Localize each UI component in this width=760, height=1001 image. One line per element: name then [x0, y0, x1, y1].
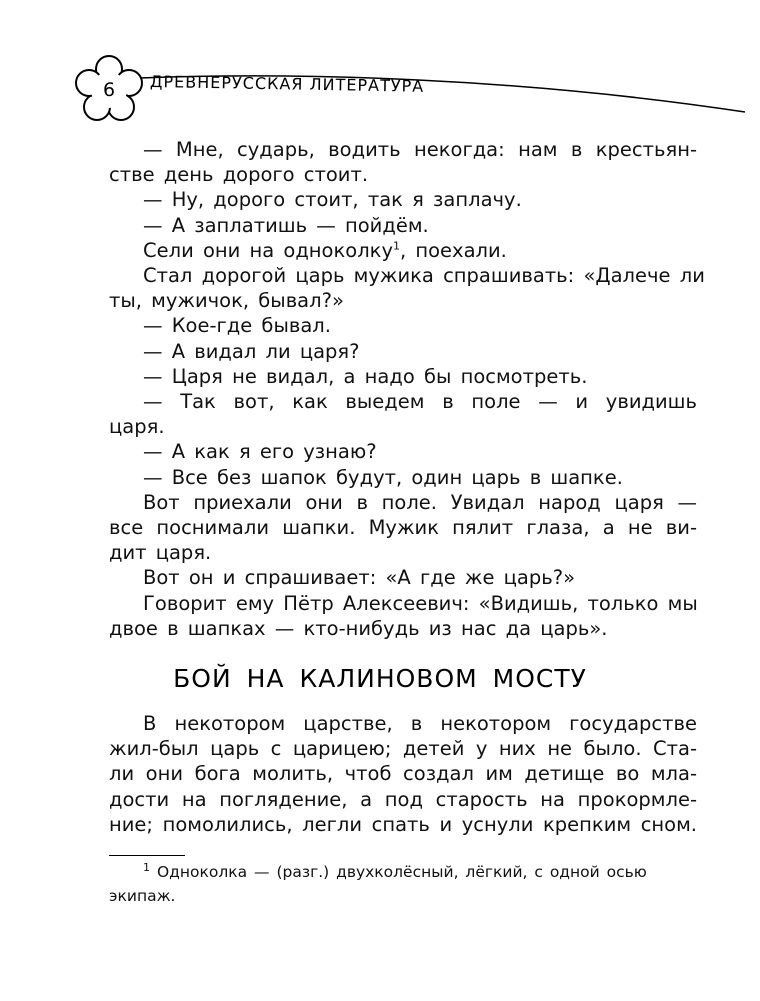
text-line: — Царя не видал, а надо бы посмотреть. [143, 364, 588, 388]
text-line: Говорит ему Пётр Алексеевич: «Видишь, только мы [143, 591, 698, 615]
text-line: В некотором царстве, в некотором государстве [143, 712, 697, 735]
text-line: Стал дорогой царь мужика спрашивать: «Далече ли [143, 264, 705, 288]
footnote-line: экипаж. [109, 887, 176, 905]
footnote-text: Одноколка — (разг.) двухколёсный, лёгкий, с одной осью [156, 863, 647, 881]
footnote-divider [109, 855, 185, 856]
text-line: жил-был царь с царицею; детей у них не было. Ста- [109, 737, 697, 761]
section-title: ДРЕВНЕРУССКАЯ ЛИТЕРАТУРА [149, 72, 425, 96]
text-line: — А видал ли царя? [143, 339, 360, 363]
chapter-title: БОЙ НА КАЛИНОВОМ МОСТУ [173, 664, 587, 693]
text-line: — Все без шапок будут, один царь в шапке. [143, 465, 623, 489]
page-number: 6 [102, 79, 116, 101]
text-line: ние; помолились, легли спать и уснули крепким сном. [109, 812, 697, 836]
text-line: двое в шапках — кто-нибудь из нас да царь». [109, 616, 608, 640]
story-text [109, 137, 705, 641]
text-line: — Так вот, как выедем в поле — и увидишь [143, 390, 697, 414]
footnote [109, 860, 697, 908]
text-line: дит царя. [109, 541, 212, 565]
text-line: — Мне, сударь, водить некогда: нам в крестьян- [143, 138, 697, 161]
text-line [109, 238, 697, 263]
text-line: — Ну, дорого стоит, так я заплачу. [143, 188, 522, 212]
footnote-line [109, 860, 697, 884]
text-line: — Кое-где бывал. [143, 314, 331, 338]
text-line: царя. [109, 415, 165, 439]
text-line: — А как я его узнаю? [143, 440, 377, 464]
chapter-text [109, 711, 697, 837]
text-fragment: , поехали. [399, 238, 507, 262]
footnote-reference: 1 [392, 239, 400, 253]
text-line: Вот он и спрашивает: «А где же царь?» [143, 566, 576, 590]
footnote-marker: 1 [143, 860, 150, 874]
page-header [0, 0, 760, 130]
text-line: ли они бога молить, чтоб создал им детище во мла- [109, 762, 697, 786]
text-line: все поснимали шапки. Мужик пялит глаза, а не ви- [109, 516, 697, 540]
text-line: дости на поглядение, а под старость на прокормле- [109, 787, 697, 811]
text-line: стве день дорого стоит. [109, 163, 369, 187]
text-line: — А заплатишь — пойдём. [143, 213, 429, 237]
text-fragment: Сели они на одноколку [143, 238, 393, 262]
text-line: Вот приехали они в поле. Увидал народ царя — [143, 490, 697, 514]
text-line: ты, мужичок, бывал?» [109, 289, 344, 313]
